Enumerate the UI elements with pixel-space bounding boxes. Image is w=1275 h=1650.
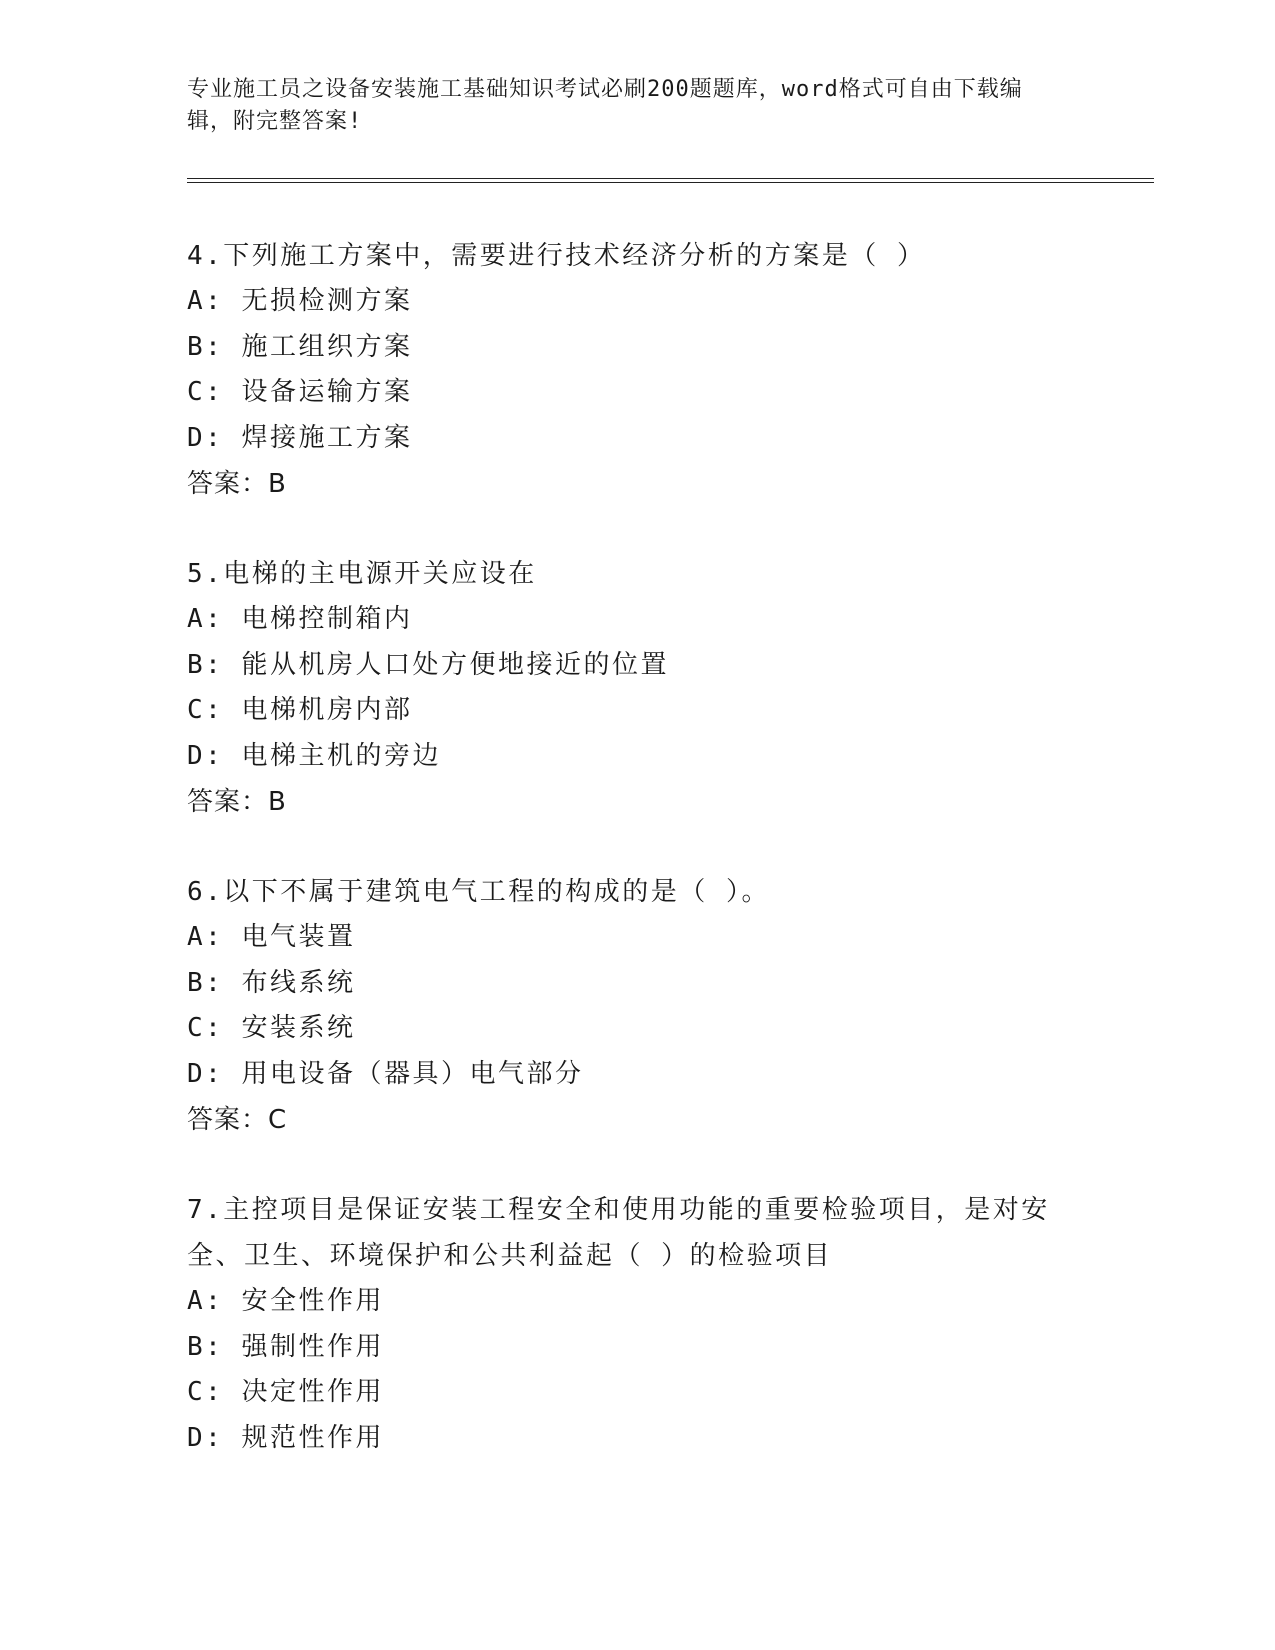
option-c: C: 设备运输方案 <box>187 377 413 407</box>
option-c: C: 安装系统 <box>187 1013 356 1043</box>
option-a: A: 电气装置 <box>187 922 356 952</box>
option-d: D: 规范性作用 <box>187 1422 384 1453</box>
question-item <box>187 1187 1087 1461</box>
header-divider-top <box>187 178 1154 179</box>
option-b: B: 能从机房人口处方便地接近的位置 <box>187 649 669 680</box>
header-divider-bottom <box>187 182 1154 183</box>
option-d: D: 用电设备（器具）电气部分 <box>187 1058 584 1089</box>
option-c: C: 决定性作用 <box>187 1377 384 1407</box>
question-item <box>187 233 1087 507</box>
question-stem: 6.以下不属于建筑电气工程的构成的是（ ）。 <box>187 877 770 907</box>
option-d: D: 电梯主机的旁边 <box>187 740 441 771</box>
option-b: B: 施工组织方案 <box>187 331 413 362</box>
option-b: B: 布线系统 <box>187 967 356 998</box>
question-item <box>187 551 1087 825</box>
question-item <box>187 869 1087 1143</box>
option-a: A: 电梯控制箱内 <box>187 604 413 634</box>
option-c: C: 电梯机房内部 <box>187 695 413 725</box>
answer-line: 答案：C <box>187 1105 288 1135</box>
option-b: B: 强制性作用 <box>187 1331 384 1362</box>
document-header: 专业施工员之设备安装施工基础知识考试必刷200题题库，word格式可自由下载编辑，附完整答案! <box>187 77 1023 134</box>
answer-line: 答案：B <box>187 787 287 817</box>
option-d: D: 焊接施工方案 <box>187 422 413 453</box>
question-stem: 5.电梯的主电源开关应设在 <box>187 559 537 589</box>
option-a: A: 无损检测方案 <box>187 286 413 316</box>
question-list <box>187 233 1087 1505</box>
question-stem: 4.下列施工方案中，需要进行技术经济分析的方案是（ ） <box>187 241 926 271</box>
answer-line: 答案：B <box>187 469 287 499</box>
option-a: A: 安全性作用 <box>187 1286 384 1316</box>
question-stem: 7.主控项目是保证安装工程安全和使用功能的重要检验项目，是对安全、卫生、环境保护和公共利益起（ ）的检验项目 <box>187 1195 1050 1271</box>
